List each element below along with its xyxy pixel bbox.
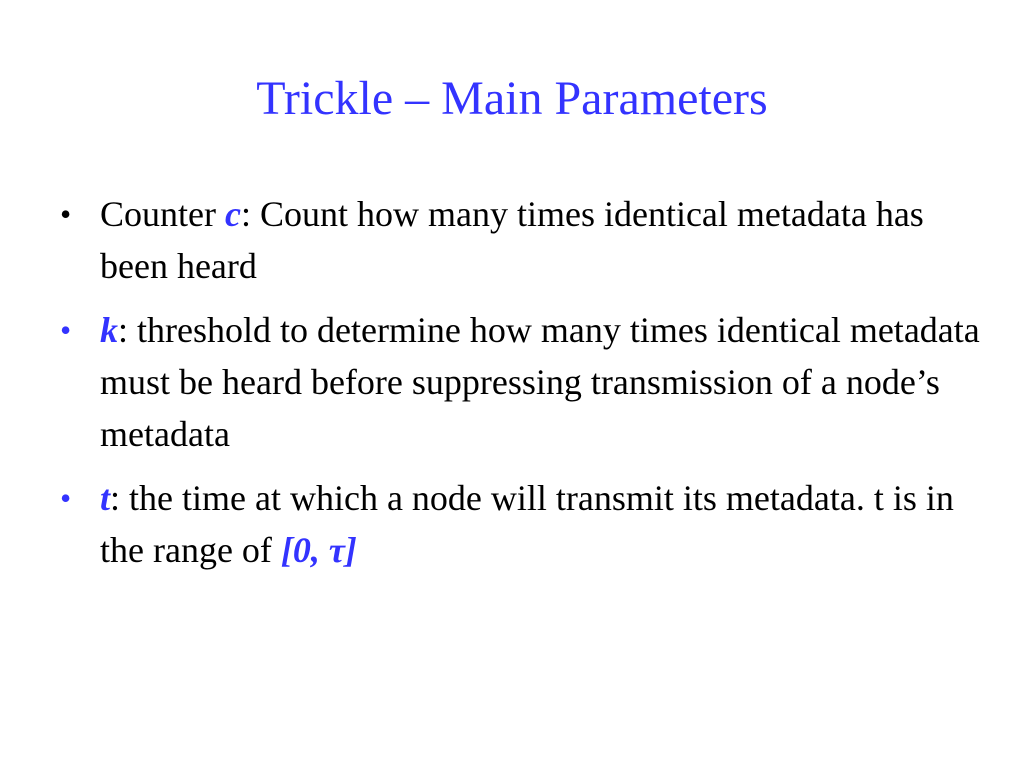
bullet-text: : the time at which a node will transmit its metadata. t is in the range of bbox=[100, 478, 954, 570]
bullet-term: k bbox=[100, 310, 118, 350]
bullet-item-counter bbox=[60, 188, 980, 292]
bullet-prefix: Counter bbox=[100, 194, 225, 234]
bullet-term: c bbox=[224, 194, 241, 234]
bullet-text: : threshold to determine how many times identical metadata must be heard before suppressing transmission of a node’s metadata bbox=[100, 310, 980, 454]
bullet-marker: • bbox=[60, 196, 72, 232]
bullet-item-threshold bbox=[60, 304, 980, 460]
bullet-list bbox=[60, 188, 980, 588]
slide-title: Trickle – Main Parameters bbox=[256, 72, 768, 125]
bullet-item-time bbox=[60, 472, 980, 576]
bullet-range: [0, τ] bbox=[280, 530, 357, 570]
bullet-marker: • bbox=[60, 480, 72, 516]
bullet-marker: • bbox=[60, 312, 72, 348]
bullet-term: t bbox=[100, 478, 111, 518]
bullet-text: : Count how many times identical metadata has been heard bbox=[100, 194, 924, 286]
